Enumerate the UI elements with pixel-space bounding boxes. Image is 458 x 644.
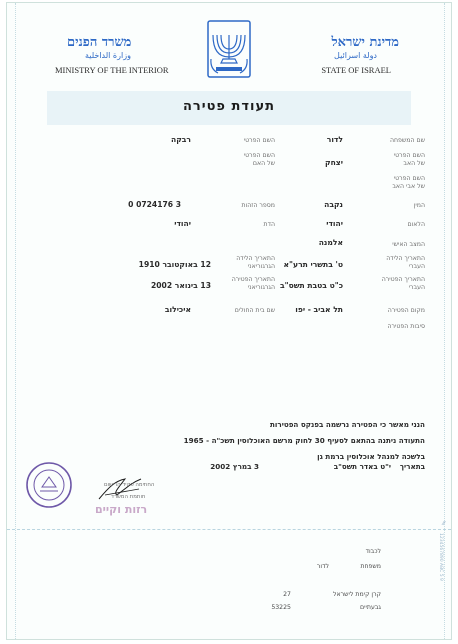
statement-line-1: הנני מאשר כי הפטירה נרשמה בפנקס הפטירות <box>270 420 425 429</box>
issue-date-hebrew: י"ט באדר תשס"ב <box>333 462 391 471</box>
grandfather-label-2: של אבי האב <box>392 183 425 190</box>
first-name-value: רבקה <box>170 135 191 144</box>
nationality-value: יהודי <box>326 219 343 228</box>
birth-hebrew-label-1: התאריך הלידה <box>386 255 425 262</box>
statement-line-2: התעודה ניתנה בהתאם לסעיף 30 לחוק מרשם האוכלוסין תשכ"ה - 1965 <box>183 436 425 445</box>
birth-gregorian-value: 12 באוקטובר 1910 <box>138 260 211 269</box>
recipient-family-label: משפחת <box>360 563 381 570</box>
ministry-arabic: وزارة الداخلية <box>85 51 131 60</box>
address-divider <box>7 529 451 530</box>
sex-value: נקבה <box>324 200 343 209</box>
death-gregorian-label-1: התאריך הפטירה <box>231 276 275 283</box>
office-stamp-label: חותמת המשרד <box>111 494 146 500</box>
title-band <box>47 91 411 125</box>
mother-name-label-2: של האם <box>252 160 275 167</box>
family-name-value: לדור <box>326 135 343 144</box>
issue-date-prefix: בתאריך <box>399 462 425 471</box>
right-dotted-border <box>444 3 445 639</box>
death-hebrew-label-2: העברי <box>408 284 425 291</box>
death-gregorian-value: 13 בינואר 2002 <box>150 281 211 290</box>
hospital-label: שם בית החולים <box>234 307 275 314</box>
death-place-label: מקום הפטירה <box>387 307 425 314</box>
death-hebrew-label-1: התאריך הפטירה <box>381 276 425 283</box>
side-serial-text: 1234567890 ABC 5 9 <box>438 533 443 581</box>
registrar-signature-label: החתימה פקיד הרישום <box>104 482 155 488</box>
sex-label: המין <box>413 202 425 209</box>
corner-mark: ⁄⁄⁄ <box>442 521 445 527</box>
faint-stamp-text: רזות וקיים <box>95 503 148 516</box>
state-english: STATE OF ISRAEL <box>321 65 391 75</box>
state-hebrew: מדינת ישראל <box>331 35 399 50</box>
id-number-label: מספר הזהות <box>241 202 275 209</box>
statement-line-3: בלשכה למנהל אוכלוסין ברמת גן <box>317 452 425 461</box>
recipient-family-value: לדור <box>316 563 329 570</box>
left-dotted-border <box>15 3 16 639</box>
birth-gregorian-label-1: התאריך הלידה <box>236 255 275 262</box>
father-name-label-2: של האב <box>403 160 425 167</box>
id-number-value: 0 0724176 3 <box>128 200 181 209</box>
father-name-value: יצחק <box>324 158 343 167</box>
death-place-value: תל אביב - יפו <box>295 305 343 314</box>
recipient-zip: 53225 <box>271 604 291 611</box>
recipient-fund: קרן קימת לישראל <box>333 591 381 598</box>
recipient-to-label: לכבוד <box>365 548 381 555</box>
document-title: תעודת פטירה <box>182 99 275 114</box>
religion-label: הדת <box>263 221 275 228</box>
birth-hebrew-value: ט' בתשרי תרע"א <box>283 260 343 269</box>
hospital-value: איכילוב <box>164 305 191 314</box>
death-hebrew-value: כ"ט בטבת תשס"ב <box>279 281 343 290</box>
ministry-english: MINISTRY OF THE INTERIOR <box>55 65 169 75</box>
birth-hebrew-label-2: העברי <box>408 263 425 270</box>
state-arabic: دولة اسرائيل <box>334 51 377 60</box>
nationality-label: הלאום <box>407 221 425 228</box>
marital-status-value: אלמנה <box>318 238 343 247</box>
birth-gregorian-label-2: הגרגוריאני <box>247 263 275 270</box>
religion-value: יהודי <box>174 219 191 228</box>
death-gregorian-label-2: הגרגוריאני <box>247 284 275 291</box>
office-round-stamp-icon <box>25 461 73 509</box>
mother-name-label-1: השם הפרטי <box>243 152 275 159</box>
recipient-fund-number: 27 <box>283 591 291 598</box>
menorah-emblem-icon <box>206 19 252 79</box>
marital-status-label: המצב האישי <box>392 241 425 248</box>
death-certificate-page <box>6 2 452 640</box>
issue-date-gregorian: 3 במרץ 2002 <box>210 462 259 471</box>
ministry-hebrew: משרד הפנים <box>67 35 132 50</box>
death-cause-label: סיבות הפטירה <box>387 323 425 330</box>
father-name-label-1: השם הפרטי <box>393 152 425 159</box>
first-name-label: השם הפרטי <box>243 137 275 144</box>
recipient-city: גבעתיים <box>360 604 381 611</box>
grandfather-label-1: השם הפרטי <box>393 175 425 182</box>
family-name-label: שם המשפחה <box>389 137 425 144</box>
